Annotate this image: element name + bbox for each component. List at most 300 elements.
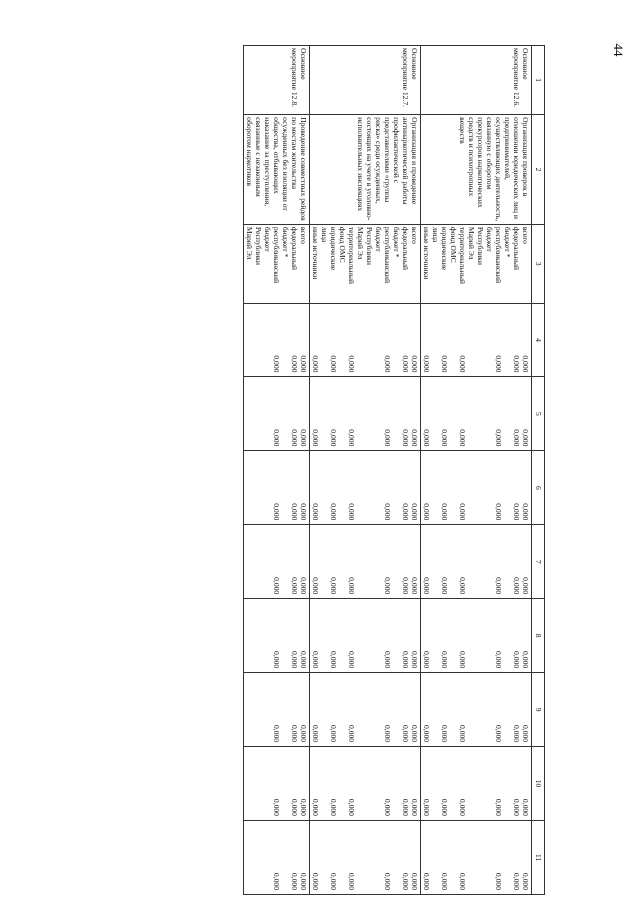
funding-source-label: всего: [521, 226, 530, 244]
funding-source-label: фонд ОМС: [449, 226, 458, 263]
funding-source-label: Республики: [254, 226, 263, 265]
value: 0,000: [440, 577, 449, 595]
spacer: [503, 527, 512, 594]
funding-sources-cell: [244, 224, 310, 303]
spacer: [365, 379, 374, 446]
spacer: [467, 453, 476, 520]
value-cell-col-10: [310, 747, 421, 821]
spacer: [392, 453, 401, 520]
value: 0,000: [494, 724, 503, 743]
value-cell-col-4: [310, 303, 421, 377]
value-cell-col-5: [244, 377, 310, 451]
value: 0,000: [347, 872, 356, 890]
spacer: [503, 675, 512, 742]
table-row: [244, 46, 310, 895]
value: 0,000: [440, 872, 449, 890]
spacer: [392, 675, 401, 742]
spacer: [485, 453, 494, 520]
value: 0,000: [383, 503, 392, 521]
value: 0,000: [410, 872, 419, 890]
spacer: [431, 453, 440, 520]
spacer: [485, 527, 494, 594]
value-cell-col-10: [421, 747, 532, 821]
value: 0,000: [311, 798, 320, 816]
header-cell: 5: [532, 377, 545, 451]
spacer: [467, 601, 476, 668]
spacer: [245, 306, 254, 373]
value: 0,000: [494, 798, 503, 816]
value: 0,000: [422, 503, 431, 521]
funding-source-label: лица: [431, 226, 440, 243]
value: 0,000: [410, 355, 419, 373]
spacer: [449, 527, 458, 594]
value: 0,000: [329, 429, 338, 447]
spacer: [338, 306, 347, 373]
value: 0,000: [521, 872, 530, 890]
value: 0,000: [299, 651, 308, 669]
spacer: [245, 527, 254, 594]
value: 0,000: [410, 503, 419, 521]
value: 0,000: [401, 872, 410, 890]
value: 0,000: [329, 503, 338, 521]
spacer: [338, 453, 347, 520]
value: 0,000: [521, 577, 530, 595]
value: 0,000: [512, 429, 521, 447]
value-cell-col-8: [310, 599, 421, 673]
value: 0,000: [458, 503, 467, 521]
value: 0,000: [494, 503, 503, 521]
value: 0,000: [458, 724, 467, 743]
spacer: [245, 601, 254, 668]
value: 0,000: [422, 724, 431, 743]
header-cell: 7: [532, 525, 545, 599]
value: 0,000: [521, 355, 530, 373]
spacer: [431, 601, 440, 668]
funding-source-label: бюджет: [374, 226, 383, 252]
spacer: [476, 453, 485, 520]
value-cell-col-8: [421, 599, 532, 673]
value: 0,000: [521, 429, 530, 447]
value: 0,000: [347, 503, 356, 521]
spacer: [263, 527, 272, 594]
table-row: [421, 46, 532, 895]
spacer: [392, 306, 401, 373]
spacer: [263, 675, 272, 742]
spacer: [485, 601, 494, 668]
value: 0,000: [329, 872, 338, 890]
value: 0,000: [512, 651, 521, 669]
spacer: [263, 453, 272, 520]
funding-source-label: Марий Эл: [245, 226, 254, 260]
value-cell-col-4: [244, 303, 310, 377]
value: 0,000: [494, 872, 503, 890]
spacer: [374, 527, 383, 594]
value: 0,000: [440, 355, 449, 373]
funding-source-label: федеральный: [401, 226, 410, 270]
spacer: [320, 379, 329, 446]
header-cell: 3: [532, 224, 545, 303]
value: 0,000: [494, 651, 503, 669]
funding-source-label: федеральный: [512, 226, 521, 270]
spacer: [338, 749, 347, 816]
spacer: [467, 823, 476, 890]
spacer: [320, 823, 329, 890]
spacer: [503, 306, 512, 373]
spacer: [503, 379, 512, 446]
value: 0,000: [272, 798, 281, 816]
spacer: [356, 675, 365, 742]
spacer: [263, 749, 272, 816]
value: 0,000: [512, 577, 521, 595]
spacer: [281, 675, 290, 742]
value-cell-col-7: [310, 525, 421, 599]
activity-number-cell: Основное мероприятие 12.6.: [421, 46, 532, 115]
spacer: [254, 601, 263, 668]
spacer: [263, 823, 272, 890]
value: 0,000: [458, 577, 467, 595]
spacer: [467, 379, 476, 446]
value: 0,000: [290, 798, 299, 816]
spacer: [374, 601, 383, 668]
funding-source-label: юридические: [329, 226, 338, 271]
spacer: [320, 306, 329, 373]
spacer: [254, 675, 263, 742]
value: 0,000: [422, 872, 431, 890]
spacer: [338, 379, 347, 446]
spacer: [449, 379, 458, 446]
value: 0,000: [458, 429, 467, 447]
value: 0,000: [440, 651, 449, 669]
spacer: [485, 306, 494, 373]
funding-source-label: иные источники: [422, 226, 431, 280]
value: 0,000: [458, 355, 467, 373]
funding-source-label: лица: [320, 226, 329, 243]
page-number: 44: [611, 43, 626, 57]
spacer: [281, 823, 290, 890]
value: 0,000: [383, 651, 392, 669]
value: 0,000: [311, 872, 320, 890]
spacer: [431, 823, 440, 890]
value: 0,000: [458, 798, 467, 816]
spacer: [503, 601, 512, 668]
value: 0,000: [521, 651, 530, 669]
funding-sources-cell: [421, 224, 532, 303]
activity-number-cell: Основное мероприятие 12.8.: [244, 46, 310, 115]
spacer: [374, 749, 383, 816]
value-cell-col-7: [244, 525, 310, 599]
spacer: [449, 453, 458, 520]
spacer: [281, 453, 290, 520]
spacer: [485, 823, 494, 890]
value: 0,000: [347, 651, 356, 669]
spacer: [431, 675, 440, 742]
value: 0,000: [329, 651, 338, 669]
spacer: [365, 306, 374, 373]
value-cell-col-6: [244, 451, 310, 525]
spacer: [254, 823, 263, 890]
value: 0,000: [422, 651, 431, 669]
value-cell-col-9: [310, 673, 421, 747]
spacer: [254, 379, 263, 446]
activity-description-cell: Организация проверок в отношении юридических лиц и предпринимателей, осуществляющих деятельность, связанную с оборотом прекурсоров наркотических средств и психотропных веществ: [421, 115, 532, 225]
spacer: [356, 749, 365, 816]
spacer: [485, 379, 494, 446]
value-cell-col-11: [421, 820, 532, 894]
value: 0,000: [401, 798, 410, 816]
spacer: [263, 306, 272, 373]
value: 0,000: [311, 577, 320, 595]
spacer: [281, 379, 290, 446]
spacer: [485, 675, 494, 742]
value: 0,000: [383, 798, 392, 816]
value: 0,000: [299, 577, 308, 595]
spacer: [356, 379, 365, 446]
value: 0,000: [410, 429, 419, 447]
value: 0,000: [311, 503, 320, 521]
value: 0,000: [299, 872, 308, 890]
funding-source-label: бюджет *: [503, 226, 512, 258]
value-cell-col-8: [244, 599, 310, 673]
spacer: [476, 601, 485, 668]
value: 0,000: [290, 651, 299, 669]
spacer: [356, 453, 365, 520]
value: 0,000: [329, 355, 338, 373]
value: 0,000: [521, 503, 530, 521]
funding-source-label: всего: [299, 226, 308, 244]
value: 0,000: [512, 724, 521, 743]
value: 0,000: [494, 355, 503, 373]
spacer: [365, 749, 374, 816]
value: 0,000: [401, 577, 410, 595]
header-cell: 11: [532, 820, 545, 894]
spacer: [338, 601, 347, 668]
value: 0,000: [401, 503, 410, 521]
spacer: [503, 749, 512, 816]
funding-source-label: республиканский: [272, 226, 281, 284]
spacer: [374, 306, 383, 373]
value: 0,000: [290, 429, 299, 447]
spacer: [263, 379, 272, 446]
value: 0,000: [458, 872, 467, 890]
value: 0,000: [347, 429, 356, 447]
value: 0,000: [422, 355, 431, 373]
value: 0,000: [401, 724, 410, 743]
spacer: [374, 379, 383, 446]
value: 0,000: [494, 577, 503, 595]
header-cell: 10: [532, 747, 545, 821]
value-cell-col-7: [421, 525, 532, 599]
header-cell: 1: [532, 46, 545, 115]
value-cell-col-5: [310, 377, 421, 451]
spacer: [503, 823, 512, 890]
value: 0,000: [311, 651, 320, 669]
value: 0,000: [272, 429, 281, 447]
header-cell: 4: [532, 303, 545, 377]
value: 0,000: [311, 429, 320, 447]
value: 0,000: [512, 355, 521, 373]
spacer: [503, 453, 512, 520]
funding-source-label: иные источники: [311, 226, 320, 280]
table-row: [310, 46, 421, 895]
header-cell: 6: [532, 451, 545, 525]
header-cell: 8: [532, 599, 545, 673]
funding-source-label: юридические: [440, 226, 449, 271]
funding-source-label: Республики: [476, 226, 485, 265]
value: 0,000: [272, 651, 281, 669]
spacer: [263, 601, 272, 668]
value: 0,000: [347, 724, 356, 743]
value: 0,000: [512, 872, 521, 890]
funding-source-label: фонд ОМС: [338, 226, 347, 263]
value: 0,000: [401, 651, 410, 669]
spacer: [431, 306, 440, 373]
spacer: [374, 453, 383, 520]
spacer: [254, 306, 263, 373]
funding-source-label: бюджет: [485, 226, 494, 252]
spacer: [476, 306, 485, 373]
spacer: [320, 453, 329, 520]
spacer: [281, 306, 290, 373]
value-cell-col-5: [421, 377, 532, 451]
value: 0,000: [299, 503, 308, 521]
funding-source-label: республиканский: [383, 226, 392, 284]
value: 0,000: [311, 724, 320, 743]
value: 0,000: [422, 577, 431, 595]
value: 0,000: [383, 724, 392, 743]
spacer: [281, 749, 290, 816]
spacer: [374, 823, 383, 890]
spacer: [320, 527, 329, 594]
value: 0,000: [272, 724, 281, 743]
funding-source-label: Марий Эл: [356, 226, 365, 260]
spacer: [476, 379, 485, 446]
value: 0,000: [401, 429, 410, 447]
value: 0,000: [422, 798, 431, 816]
spacer: [356, 306, 365, 373]
spacer: [392, 823, 401, 890]
activity-number-cell: Основное мероприятие 12.7.: [310, 46, 421, 115]
header-cell: 2: [532, 115, 545, 225]
spacer: [449, 823, 458, 890]
funding-source-label: территориальный: [347, 226, 356, 284]
value-cell-col-11: [244, 820, 310, 894]
spacer: [338, 823, 347, 890]
spacer: [431, 749, 440, 816]
spacer: [374, 675, 383, 742]
value: 0,000: [272, 355, 281, 373]
value: 0,000: [290, 355, 299, 373]
spacer: [254, 749, 263, 816]
spacer: [365, 453, 374, 520]
spacer: [338, 527, 347, 594]
value: 0,000: [290, 503, 299, 521]
spacer: [245, 675, 254, 742]
value: 0,000: [512, 503, 521, 521]
spacer: [449, 675, 458, 742]
value: 0,000: [494, 429, 503, 447]
spacer: [254, 527, 263, 594]
spacer: [281, 601, 290, 668]
budget-table: [243, 45, 545, 895]
value: 0,000: [299, 798, 308, 816]
value: 0,000: [272, 503, 281, 521]
funding-source-label: всего: [410, 226, 419, 244]
spacer: [281, 527, 290, 594]
spacer: [365, 675, 374, 742]
value: 0,000: [410, 651, 419, 669]
value: 0,000: [440, 429, 449, 447]
value: 0,000: [329, 798, 338, 816]
value: 0,000: [383, 577, 392, 595]
spacer: [245, 749, 254, 816]
rotated-table-container: [115, 45, 545, 895]
value-cell-col-6: [310, 451, 421, 525]
spacer: [431, 527, 440, 594]
value: 0,000: [272, 872, 281, 890]
value: 0,000: [401, 355, 410, 373]
value: 0,000: [410, 724, 419, 743]
spacer: [467, 749, 476, 816]
header-row: [532, 46, 545, 895]
spacer: [320, 601, 329, 668]
value: 0,000: [347, 577, 356, 595]
value: 0,000: [383, 355, 392, 373]
spacer: [392, 379, 401, 446]
value: 0,000: [290, 577, 299, 595]
value: 0,000: [329, 577, 338, 595]
spacer: [365, 527, 374, 594]
activity-description-cell: Организация и проведение антинаркотической работы профилактической с представителями «группы риска» среди осужденных, состоящих на учете в уголовно-исполнительных инспекциях: [310, 115, 421, 225]
value: 0,000: [440, 798, 449, 816]
value: 0,000: [410, 798, 419, 816]
funding-source-label: бюджет *: [281, 226, 290, 258]
value: 0,000: [521, 724, 530, 743]
spacer: [392, 749, 401, 816]
value-cell-col-9: [244, 673, 310, 747]
value: 0,000: [347, 798, 356, 816]
funding-sources-cell: [310, 224, 421, 303]
spacer: [467, 675, 476, 742]
value: 0,000: [512, 798, 521, 816]
funding-source-label: территориальный: [458, 226, 467, 284]
funding-source-label: республиканский: [494, 226, 503, 284]
spacer: [467, 306, 476, 373]
value-cell-col-6: [421, 451, 532, 525]
value-cell-col-10: [244, 747, 310, 821]
spacer: [338, 675, 347, 742]
value: 0,000: [272, 577, 281, 595]
spacer: [356, 527, 365, 594]
value: 0,000: [311, 355, 320, 373]
spacer: [449, 601, 458, 668]
funding-source-label: федеральный: [290, 226, 299, 270]
value: 0,000: [299, 724, 308, 743]
value-cell-col-4: [421, 303, 532, 377]
spacer: [320, 675, 329, 742]
spacer: [485, 749, 494, 816]
value: 0,000: [458, 651, 467, 669]
header-cell: 9: [532, 673, 545, 747]
funding-source-label: Республики: [365, 226, 374, 265]
spacer: [245, 453, 254, 520]
value: 0,000: [290, 872, 299, 890]
funding-source-label: бюджет *: [392, 226, 401, 258]
funding-source-label: бюджет: [263, 226, 272, 252]
spacer: [476, 823, 485, 890]
spacer: [356, 823, 365, 890]
value: 0,000: [422, 429, 431, 447]
spacer: [476, 675, 485, 742]
